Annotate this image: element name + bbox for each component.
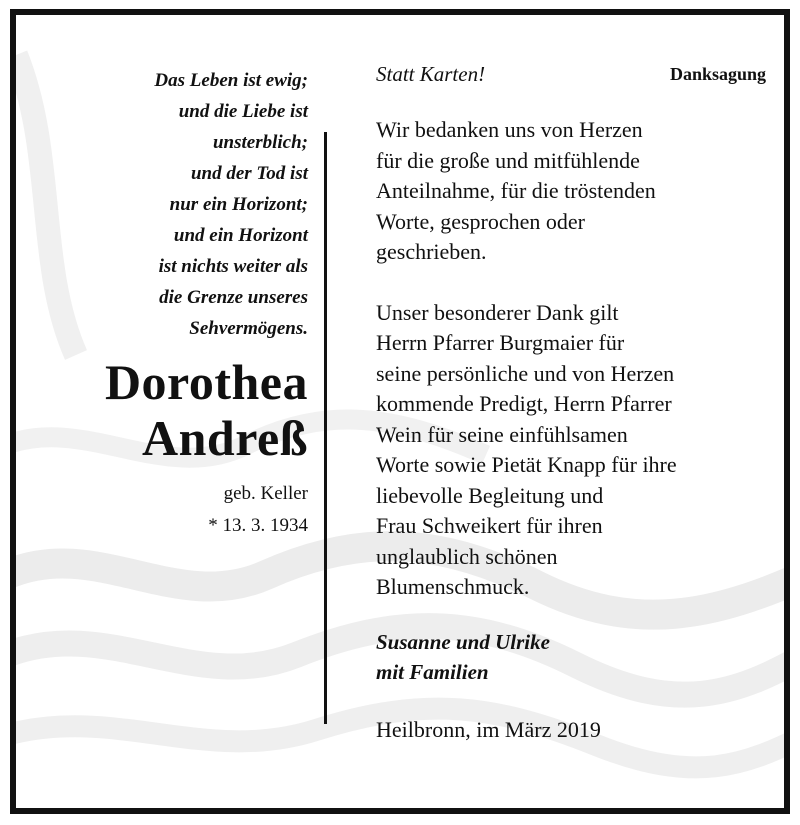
notice-title: Danksagung — [669, 64, 766, 84]
paragraph-line: Wir bedanken uns von Herzen — [376, 117, 643, 142]
paragraph-line: seine persönliche und von Herzen — [376, 360, 675, 386]
signature-line: mit Familien — [376, 659, 489, 684]
poem-line: und die Liebe ist — [178, 101, 308, 122]
poem-line: Das Leben ist ewig; — [154, 70, 308, 91]
vertical-divider — [324, 132, 327, 724]
paragraph-line: Unser besonderer Dank gilt — [376, 299, 619, 325]
statt-karten: Statt Karten! — [376, 62, 486, 86]
deceased-name — [36, 354, 308, 466]
paragraph-line: Anteilnahme, für die tröstenden — [376, 178, 656, 203]
header-row — [376, 62, 766, 92]
paragraph-line: unglaublich schönen — [376, 543, 558, 569]
place-date: Heilbronn, im März 2019 — [376, 716, 601, 742]
thanks-paragraph-1 — [376, 115, 766, 268]
paragraph-line: Worte, gesprochen oder — [376, 208, 585, 234]
notice-frame — [10, 9, 790, 814]
poem-line: ist nichts weiter als — [158, 256, 308, 277]
paragraph-line: Herrn Pfarrer Burgmaier für — [376, 330, 625, 355]
signature-line: Susanne und Ulrike — [376, 629, 550, 654]
poem-line: nur ein Horizont; — [169, 194, 308, 215]
paragraph-line: für die große und mitfühlende — [376, 147, 640, 173]
paragraph-line: liebevolle Begleitung und — [376, 482, 604, 508]
poem-line: Sehvermögens. — [189, 318, 308, 339]
thanks-paragraph-2 — [376, 298, 766, 603]
left-column — [36, 65, 308, 542]
poem-line: unsterblich; — [212, 132, 308, 153]
paragraph-line: kommende Predigt, Herrn Pfarrer — [376, 391, 672, 416]
birth-info — [36, 478, 308, 542]
paragraph-line: Worte sowie Pietät Knapp für ihre — [376, 452, 677, 477]
paragraph-line: Frau Schweikert für ihren — [376, 513, 603, 538]
poem-line: und ein Horizont — [173, 225, 308, 246]
poem-line: und der Tod ist — [190, 163, 308, 184]
signature — [376, 627, 766, 687]
first-name: Dorothea — [104, 354, 308, 410]
paragraph-line: geschrieben. — [376, 239, 487, 264]
birth-name: geb. Keller — [223, 483, 308, 504]
paragraph-line: Wein für seine einfühlsamen — [376, 421, 628, 447]
paragraph-line: Blumenschmuck. — [376, 574, 530, 599]
birth-date: * 13. 3. 1934 — [208, 515, 308, 536]
poem-line: die Grenze unseres — [159, 287, 308, 308]
poem — [36, 65, 308, 344]
right-column — [376, 62, 766, 745]
last-name: Andreß — [141, 410, 308, 466]
